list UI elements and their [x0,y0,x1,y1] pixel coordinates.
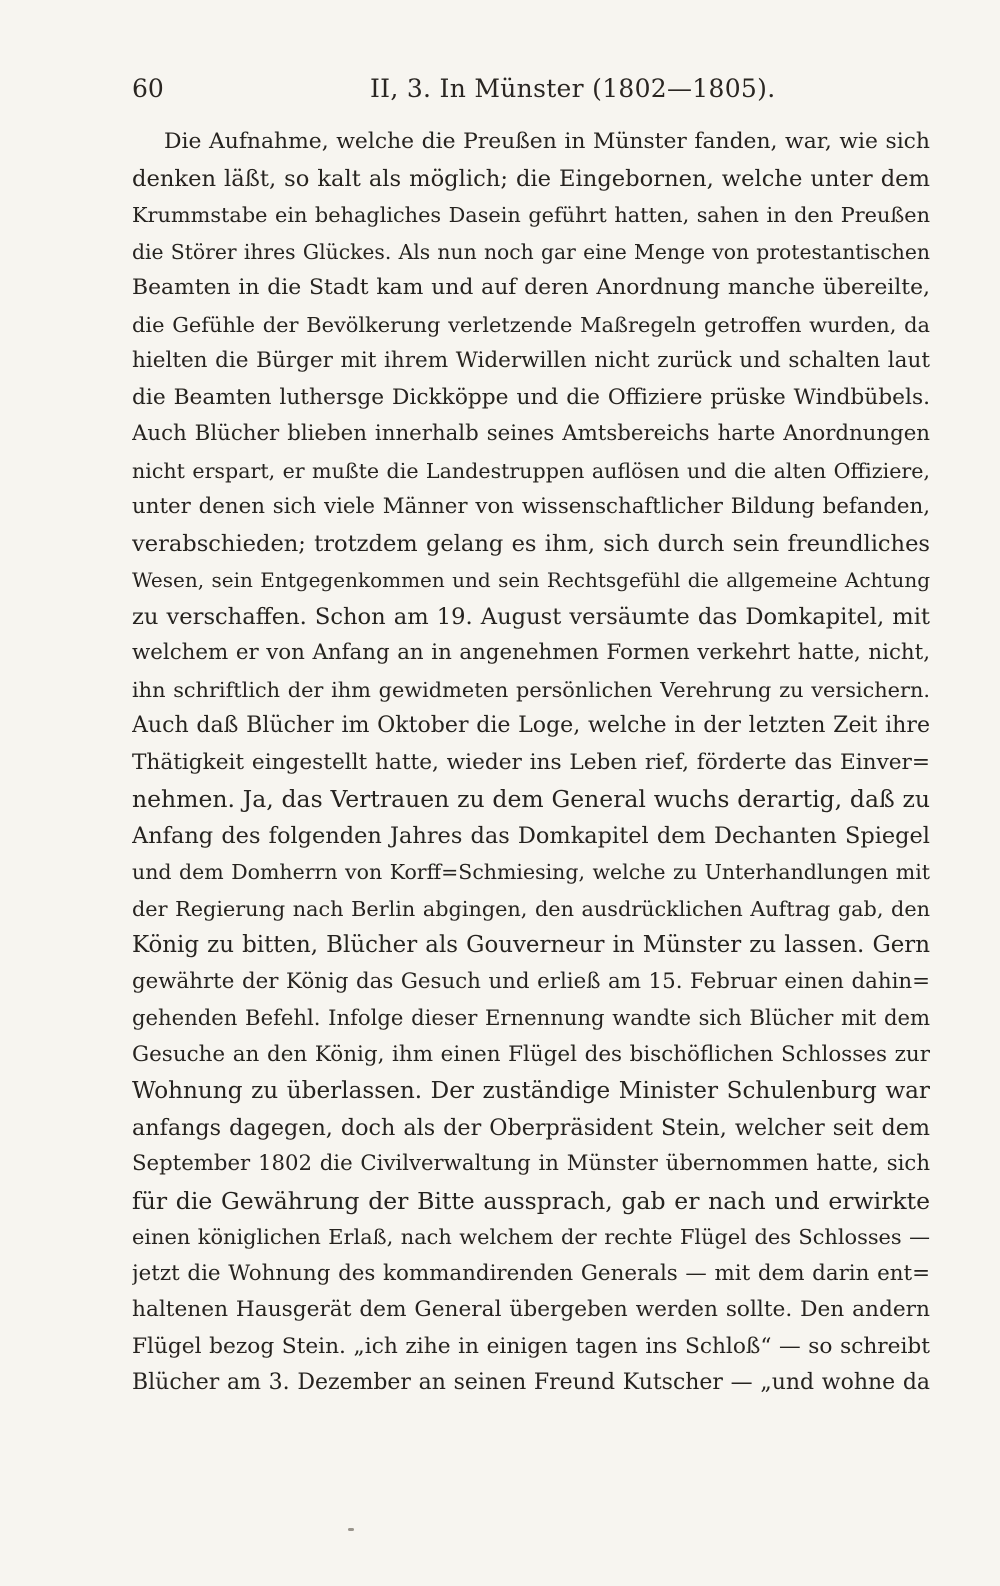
text-line: nehmen. Ja, das Vertrauen zu dem General wuchs derartig, daß zu [132,785,930,813]
text-line: die Beamten luthersge Dickköppe und die Offiziere prüske Windbübels. [132,384,930,410]
text-line: Flügel bezog Stein. „ich zihe in einigen tagen ins Schloß“ — so schreibt [132,1333,930,1359]
text-line: denken läßt, so kalt als möglich; die Eingebornen, welche unter dem [132,165,930,192]
text-line: König zu bitten, Blücher als Gouverneur in Münster zu lassen. Gern [132,932,930,958]
page-header [132,74,932,114]
text-line: verabschieden; trotzdem gelang es ihm, sich durch sein freundliches [132,530,930,557]
text-line: nicht erspart, er mußte die Landestruppen auflösen und die alten Offiziere, [132,458,930,483]
paper-speck [348,1528,354,1531]
text-line: Krummstabe ein behagliches Dasein geführt hatten, sahen in den Preußen [132,203,930,227]
text-line: Anfang des folgenden Jahres das Domkapitel dem Dechanten Spiegel [132,822,930,849]
text-line: Auch daß Blücher im Oktober die Loge, welche in der letzten Zeit ihre [132,713,930,738]
page-number: 60 [132,74,164,103]
running-head: II, 3. In Münster (1802—1805). [370,74,776,103]
body-text [132,124,930,1402]
text-line: hielten die Bürger mit ihrem Widerwillen nicht zurück und schalten laut [132,348,930,373]
text-line: Thätigkeit eingestellt hatte, wieder ins Leben rief, förderte das Einver= [132,749,930,775]
text-line: und dem Domherrn von Korff=Schmiesing, welche zu Unterhandlungen mit [132,860,930,884]
text-line: haltenen Hausgerät dem General übergeben werden sollte. Den andern [132,1297,930,1322]
text-line: Blücher am 3. Dezember an seinen Freund Kutscher — „und wohne da [132,1370,930,1395]
text-line: Beamten in die Stadt kam und auf deren Anordnung manche übereilte, [132,275,930,300]
text-line: Wohnung zu überlassen. Der zuständige Minister Schulenburg war [132,1078,930,1104]
text-line: Wesen, sein Entgegenkommen und sein Rechtsgefühl die allgemeine Achtung [132,568,930,592]
text-line: jetzt die Wohnung des kommandirenden Generals — mit dem darin ent= [132,1260,930,1286]
text-line: ihn schriftlich der ihm gewidmeten persönlichen Verehrung zu versichern. [132,677,930,702]
text-line: unter denen sich viele Männer von wissenschaftlicher Bildung befanden, [132,494,930,519]
text-line: Gesuche an den König, ihm einen Flügel des bischöflichen Schlosses zur [132,1041,930,1067]
text-line: gehenden Befehl. Infolge dieser Ernennung wandte sich Blücher mit dem [132,1005,930,1030]
text-line: gewährte der König das Gesuch und erließ am 15. Februar einen dahin= [132,968,930,994]
text-line: Die Aufnahme, welche die Preußen in Münster fanden, war, wie sich [164,129,930,154]
text-line: einen königlichen Erlaß, nach welchem der rechte Flügel des Schlosses — [132,1225,930,1249]
text-line: zu verschaffen. Schon am 19. August versäumte das Domkapitel, mit [132,603,930,630]
text-line: die Störer ihres Glückes. Als nun noch gar eine Menge von protestantischen [132,239,930,264]
text-line: für die Gewährung der Bitte aussprach, gab er nach und erwirkte [132,1186,930,1215]
text-line: die Gefühle der Bevölkerung verletzende Maßregeln getroffen wurden, da [132,312,930,337]
text-line: anfangs dagegen, doch als der Oberpräsident Stein, welcher seit dem [132,1114,930,1141]
text-line: Auch Blücher blieben innerhalb seines Amtsbereichs harte Anordnungen [132,421,930,446]
text-line: welchem er von Anfang an in angenehmen Formen verkehrt hatte, nicht, [132,640,930,665]
text-line: September 1802 die Civilverwaltung in Münster übernommen hatte, sich [132,1151,930,1176]
text-line: der Regierung nach Berlin abgingen, den ausdrücklichen Auftrag gab, den [132,896,930,921]
